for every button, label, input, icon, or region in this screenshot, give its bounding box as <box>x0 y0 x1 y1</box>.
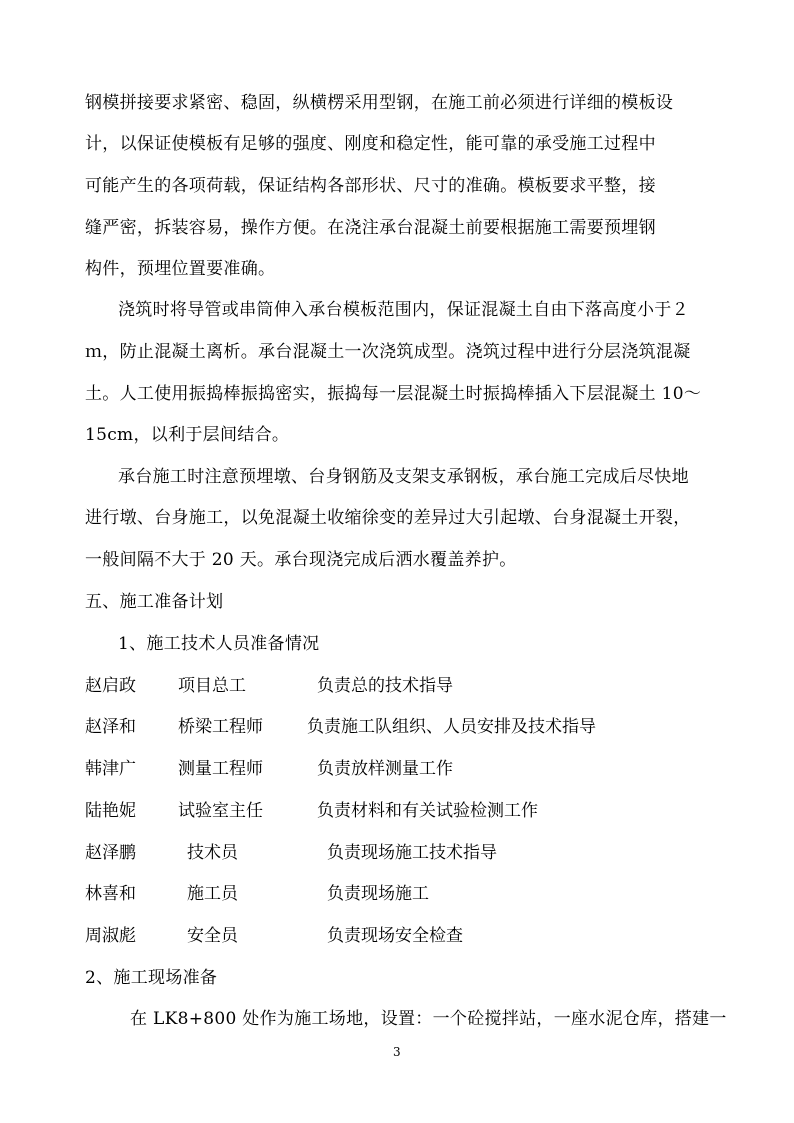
staff-name: 韩津广 <box>85 759 136 779</box>
paragraph-line: 可能产生的各项荷载，保证结构各部形状、尺寸的准确。模板要求平整，接 <box>85 176 656 196</box>
staff-name: 赵启政 <box>85 676 136 696</box>
paragraph-line: 一般间隔不大于 20 天。承台现浇完成后洒水覆盖养护。 <box>85 550 517 570</box>
staff-role: 测量工程师 <box>178 759 263 779</box>
staff-duty: 负责现场施工 <box>327 884 429 904</box>
staff-role: 桥梁工程师 <box>178 717 263 737</box>
staff-row <box>85 759 725 779</box>
staff-duty: 负责施工队组织、人员安排及技术指导 <box>307 717 596 737</box>
staff-role: 施工员 <box>187 884 238 904</box>
staff-row <box>85 843 725 863</box>
paragraph-line: 土。人工使用振捣棒振捣密实，振捣每一层混凝土时振捣棒插入下层混凝土 10～ <box>85 384 702 404</box>
staff-name: 赵泽鹏 <box>85 843 136 863</box>
paragraph-line: 浇筑时将导管或串筒伸入承台模板范围内，保证混凝土自由下落高度小于２ <box>118 300 689 320</box>
staff-name: 陆艳妮 <box>85 801 136 821</box>
paragraph-line: 在 LK8+800 处作为施工场地，设置：一个砼搅拌站，一座水泥仓库，搭建一 <box>130 1009 727 1029</box>
staff-duty: 负责放样测量工作 <box>317 759 453 779</box>
staff-duty: 负责现场安全检查 <box>327 926 463 946</box>
staff-role: 安全员 <box>187 926 238 946</box>
staff-duty: 负责总的技术指导 <box>317 676 453 696</box>
staff-name: 林喜和 <box>85 884 136 904</box>
staff-row <box>85 717 725 737</box>
section-heading: 五、施工准备计划 <box>85 592 224 612</box>
staff-name: 周淑彪 <box>85 926 136 946</box>
staff-row <box>85 884 725 904</box>
paragraph-line: 缝严密，拆装容易，操作方便。在浇注承台混凝土前要根据施工需要预埋钢 <box>85 218 656 238</box>
paragraph-line: 构件，预埋位置要准确。 <box>85 259 276 279</box>
paragraph-line: 钢模拼接要求紧密、稳固，纵横楞采用型钢，在施工前必须进行详细的模板设 <box>85 93 674 113</box>
staff-row <box>85 676 725 696</box>
staff-row <box>85 926 725 946</box>
subsection-heading: 1、施工技术人员准备情况 <box>118 634 320 654</box>
paragraph-line: 承台施工时注意预埋墩、台身钢筋及支架支承钢板，承台施工完成后尽快地 <box>118 467 689 487</box>
subsection-heading: 2、施工现场准备 <box>85 968 218 988</box>
page-number: 3 <box>393 1045 401 1059</box>
paragraph-line: 15cm，以利于层间结合。 <box>85 425 290 445</box>
staff-duty: 负责材料和有关试验检测工作 <box>317 801 538 821</box>
staff-duty: 负责现场施工技术指导 <box>327 843 497 863</box>
staff-role: 项目总工 <box>178 676 246 696</box>
paragraph-line: ｍ，防止混凝土离析。承台混凝土一次浇筑成型。浇筑过程中进行分层浇筑混凝 <box>85 342 691 362</box>
staff-role: 技术员 <box>187 843 238 863</box>
staff-name: 赵泽和 <box>85 717 136 737</box>
paragraph-line: 进行墩、台身施工，以免混凝土收缩徐变的差异过大引起墩、台身混凝土开裂， <box>85 508 691 528</box>
staff-row <box>85 801 725 821</box>
staff-role: 试验室主任 <box>178 801 263 821</box>
paragraph-line: 计，以保证使模板有足够的强度、刚度和稳定性，能可靠的承受施工过程中 <box>85 134 656 154</box>
